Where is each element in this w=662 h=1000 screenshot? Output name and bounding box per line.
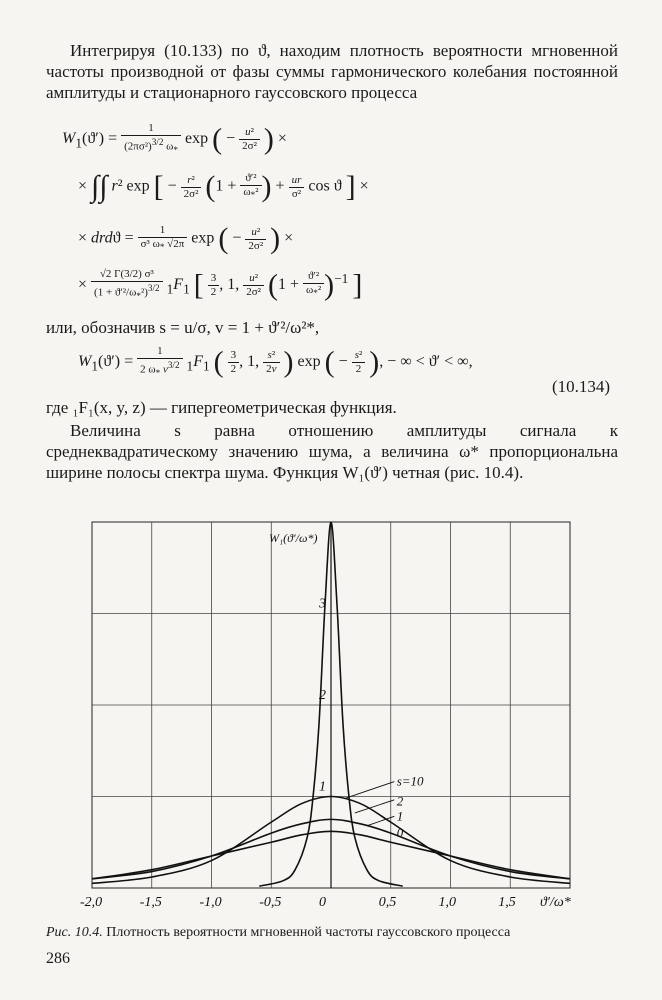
y-tick-label: 2 xyxy=(319,688,326,703)
equation-number: (10.134) xyxy=(552,377,611,396)
curve-label-0: 0 xyxy=(396,824,404,840)
x-axis-label: ϑ′/ω* xyxy=(540,895,571,910)
caption-label: Рис. 10.4. xyxy=(46,925,103,940)
result-equation: $W_1(ϑ')$ = $\frac{1}{2 \omega_* v^{3/2}}$ $_1F_1$ ( $\frac{3}{2}$ , 1, $\frac{\text{s²}}{2v}$ ) exp ( − $\frac{\text{s²}}{2}$ ), − ∞ < ϑ′ < ∞, xyxy=(78,345,473,379)
density-chart xyxy=(60,510,600,920)
figure-10-4 xyxy=(60,510,600,920)
curve-label-2: 2 xyxy=(396,793,404,809)
page-number: 286 xyxy=(46,950,70,967)
denote-line: или, обозначив s = u/σ, v = 1 + ϑ′²/ω²*, xyxy=(46,318,320,337)
x-tick-label: 0 xyxy=(319,895,326,910)
where-line: где ₁F₁(x, y, z) — гипергеометрическая функция. xyxy=(46,398,397,417)
x-tick-label: -1,0 xyxy=(199,895,222,910)
x-tick-label: 0,5 xyxy=(378,895,397,910)
intro-paragraph: Интегрируя (10.133) по ϑ, находим плотность вероятности мгновенной частоты производной от фазы суммы гармонического колебания постоянной амплитуды и стационарного гауссовского процесса xyxy=(46,41,618,102)
curve-label-s10: s=10 xyxy=(396,773,424,789)
figure-caption xyxy=(46,925,618,941)
paragraph-2: Величина s равна отношению амплитуды сигнала к среднеквадратическому значению шума, а величина ω* пропорциональна ширине полосы спектра шума. Функция W₁(ϑ′) четная (рис. 10.4). xyxy=(46,421,618,482)
curve-label-1: 1 xyxy=(396,808,404,824)
equation-line-1: $W_1(ϑ')$ = $\frac{1}{(2\pi\sigma^2)^{3/2} \omega_*}$ exp ( − $\frac{\text{u²}}{\text{2σ²}}$ ) × xyxy=(62,122,287,156)
x-tick-label: 1,5 xyxy=(498,895,516,910)
caption-text: Плотность вероятности мгновенной частоты гауссовского процесса xyxy=(106,925,511,940)
x-tick-label: -0,5 xyxy=(259,895,282,910)
x-tick-label: 1,0 xyxy=(438,895,456,910)
equation-line-4: × $\frac{\text{√2 Γ(3/2) σ³}}{(1 + ϑ'^2/\omega_*^2)^{3/2}}$ $_1F_1$ [ $\frac{3}{2}$ , 1, $\frac{\text{u²}}{\text{2σ²}}$ (1 + $\frac{\text{ϑ′²}}{\omega_*^2}$ )$^{-1}$ ] xyxy=(78,268,363,302)
equation-line-2: × ∫∫ r² exp [ − $\frac{\text{r²}}{\text{2σ²}}$ (1 + $\frac{\text{ϑ′²}}{\omega_*^2}$ ) + $\frac{ur}{\text{σ²}}$ cos ϑ ] × xyxy=(78,170,369,203)
y-axis-label: W₁(ϑ′/ω*) xyxy=(269,531,318,545)
grid xyxy=(92,522,570,888)
y-tick-label: 3 xyxy=(319,596,326,612)
x-tick-label: -2,0 xyxy=(80,895,103,910)
y-tick-label: 1 xyxy=(319,779,326,795)
equation-line-3: × drdϑ = $\frac{1}{\sigma^3 \omega_* √2\pi}$ exp ( − $\frac{\text{u²}}{\text{2σ²}}$ ) × xyxy=(78,222,294,255)
x-tick-label: -1,5 xyxy=(139,895,162,910)
leader-line xyxy=(345,782,394,799)
